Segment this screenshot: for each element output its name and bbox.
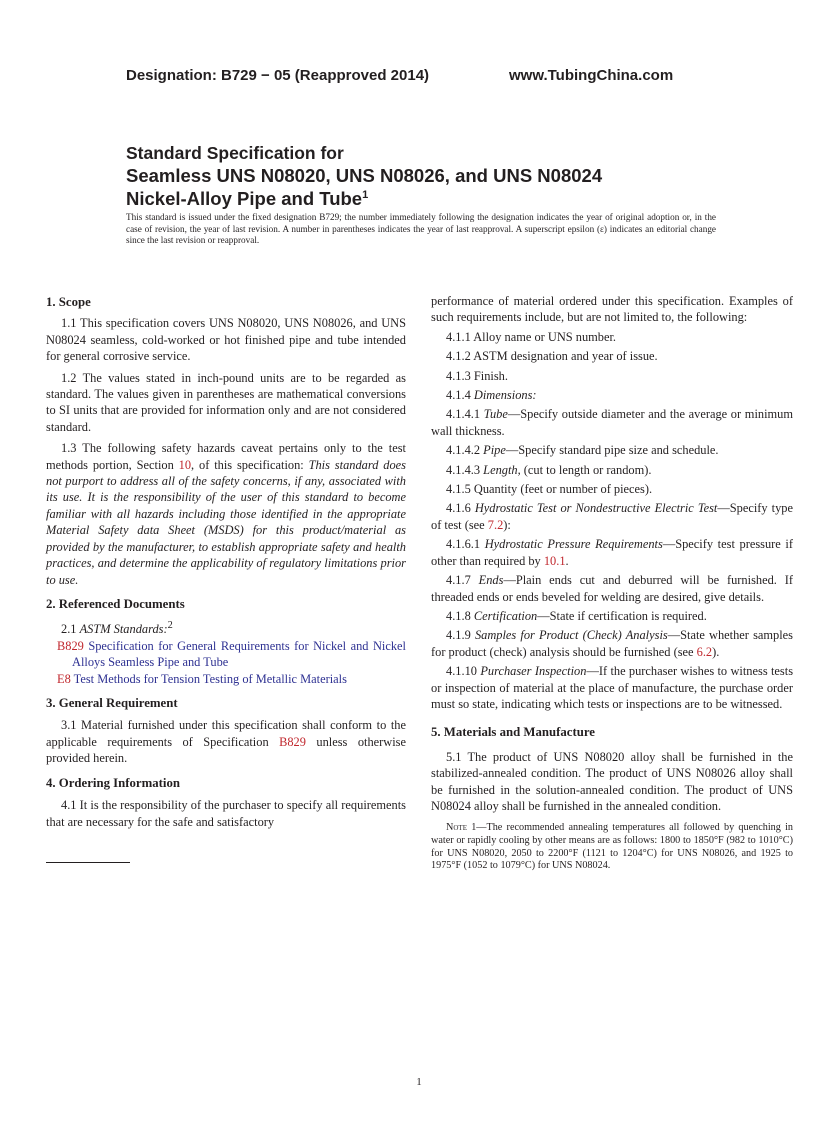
item-4-1-6	[431, 500, 793, 533]
title-line-2: Seamless UNS N08020, UNS N08026, and UNS N08024	[126, 165, 603, 186]
issuance-note: This standard is issued under the fixed designation B729; the number immediately following the designation indicates the year of original adoption or, in the case of revision, the year of last revision. A number in parentheses indicates the year of last reapproval. A superscript epsilon (ε) indicates an editorial change since the last revision or reapproval.	[126, 212, 716, 246]
item-4-1-9-number: 4.1.9	[446, 628, 475, 643]
title-line-1: Standard Specification for	[126, 143, 344, 163]
section-10-link[interactable]: 10	[178, 457, 192, 472]
section-10-1-link[interactable]: 10.1	[543, 553, 566, 568]
item-4-1-7-number: 4.1.7	[446, 573, 479, 588]
reference-b829[interactable]	[46, 638, 406, 671]
item-4-1-6-1-label: Hydrostatic Pressure Requirements	[484, 537, 663, 552]
item-4-1-3: 4.1.3 Finish.	[446, 368, 508, 383]
item-4-1-7-text: —Plain ends cut and deburred will be furnished. If threaded ends or ends beveled for welding are desired, give details.	[431, 573, 793, 604]
item-4-1-4	[431, 387, 793, 403]
section-6-2-link[interactable]: 6.2	[696, 644, 713, 659]
section-heading-general-requirement: 3. General Requirement	[46, 696, 178, 711]
b829-link[interactable]: B829	[279, 734, 306, 749]
item-4-1-6-number: 4.1.6	[446, 501, 475, 516]
item-4-1-7	[431, 572, 793, 605]
title-line-3	[126, 187, 766, 210]
item-4-1-4-1	[431, 406, 793, 439]
title-line-3-text: Nickel-Alloy Pipe and Tube	[126, 188, 363, 209]
item-4-1-8-label: Certification	[473, 608, 538, 623]
para-4-1-continued: performance of material ordered under this specification. Examples of such requirements include, but are not limited to, the following:	[431, 294, 793, 325]
para-3-1-text: 3.1 Material furnished under this specification shall conform to the applicable requirements of Specification	[46, 718, 406, 749]
item-4-1-8-number: 4.1.8	[446, 608, 474, 623]
item-4-1-4-2	[431, 442, 793, 458]
para-3-1	[46, 717, 406, 766]
para-5-1: 5.1 The product of UNS N08020 alloy shall be furnished in the stabilized-annealed condition. The product of UNS N08026 alloy shall be furnished in the solution-annealed condition. The product of UNS N08024 alloy shall be furnished in the annealed condition.	[431, 749, 793, 813]
item-4-1-6-label: Hydrostatic Test or Nondestructive Electric Test	[474, 501, 718, 516]
para-1-3	[46, 440, 406, 588]
item-4-1-10-label: Purchaser Inspection	[480, 664, 587, 679]
item-4-1-4-1-label: Tube	[483, 407, 508, 422]
footnote-mark-2[interactable]: 2	[167, 620, 173, 632]
item-4-1-10-text: —If the purchaser wishes to witness tests or inspection of material at the place of manufacture, the purchase order must so state, indicating which tests or inspections are to be witnessed.	[431, 664, 794, 711]
item-4-1-10-number: 4.1.10	[446, 664, 481, 679]
section-heading-referenced-documents: 2. Referenced Documents	[46, 596, 185, 611]
item-4-1-4-1-text: —Specify outside diameter and the average or minimum wall thickness.	[431, 407, 793, 438]
item-4-1-2: 4.1.2 ASTM designation and year of issue.	[446, 349, 658, 364]
item-4-1-6-1-end: .	[565, 553, 569, 568]
para-1-2: 1.2 The values stated in inch-pound units are to be regarded as standard. The values given in parentheses are mathematical conversions to SI units that are provided for information only and are not considered standard.	[46, 370, 406, 434]
item-4-1-6-end: ):	[503, 517, 511, 532]
section-7-2-link[interactable]: 7.2	[487, 517, 504, 532]
item-4-1-6-1-number: 4.1.6.1	[446, 537, 485, 552]
item-4-1-6-1-text: —Specify test pressure if other than required by	[431, 537, 793, 568]
item-4-1-4-2-label: Pipe	[483, 443, 506, 458]
item-4-1-4-3-label: Length,	[483, 462, 521, 477]
item-4-1-6-1	[431, 536, 793, 569]
para-3-1-text-b: unless otherwise provided herein.	[46, 734, 406, 766]
para-1-3-text: 1.3 The following safety hazards caveat pertains only to the test methods portion, Section	[46, 441, 406, 472]
item-4-1-4-3	[431, 462, 793, 478]
section-heading-ordering-information: 4. Ordering Information	[46, 775, 181, 790]
note-1-label: Note 1	[446, 822, 477, 834]
reference-e8-title[interactable]: Test Methods for Tension Testing of Metallic Materials	[70, 671, 347, 686]
section-heading-scope: 1. Scope	[46, 295, 91, 309]
item-4-1-9-label: Samples for Product (Check) Analysis	[474, 628, 668, 643]
item-4-1-4-1-number: 4.1.4.1	[446, 407, 484, 422]
section-heading-materials-and-manufacture: 5. Materials and Manufacture	[431, 725, 595, 740]
item-4-1-4-3-number: 4.1.4.3	[446, 462, 484, 477]
note-1	[431, 822, 793, 873]
item-4-1-8	[431, 608, 793, 624]
title-footnote-mark[interactable]: 1	[362, 189, 369, 201]
item-4-1-9	[431, 627, 793, 660]
item-4-1-4-3-text: (cut to length or random).	[520, 462, 652, 477]
safety-caveat: This standard does not purport to address all of the safety concerns, if any, associated with its use. It is the responsibility of the user of this standard to become familiar with all hazards including those identified in the appropriate Material Safety data Sheet (MSDS) for this product/material as provided by the manufacturer, to establish appropriate safety and health practices, and determine the applicability of regulatory limitations prior to use.	[46, 457, 406, 587]
item-4-1-6-text: —Specify type of test (see	[431, 501, 793, 532]
designation: Designation: B729 − 05 (Reapproved 2014)	[126, 67, 430, 84]
item-4-1-9-text: —State whether samples for product (check) analysis should be furnished (see	[431, 628, 793, 659]
item-4-1-4-2-text: —Specify standard pipe size and schedule.	[505, 443, 719, 458]
document-title	[126, 142, 766, 210]
left-column	[46, 292, 406, 830]
reference-b829-code[interactable]: B829	[57, 638, 84, 653]
reference-b829-title[interactable]: Specification for General Requirements for Nickel and Nickel Alloys Seamless Pipe and Tube	[72, 638, 406, 670]
item-4-1-4-2-number: 4.1.4.2	[446, 443, 484, 458]
para-2-1	[46, 618, 406, 638]
astm-standards-label: ASTM Standards:	[79, 622, 168, 637]
reference-e8-code[interactable]: E8	[57, 671, 71, 686]
item-4-1-10	[431, 663, 793, 712]
item-4-1-5: 4.1.5 Quantity (feet or number of pieces).	[446, 482, 653, 497]
item-4-1-4-label: Dimensions:	[473, 388, 537, 403]
item-4-1-8-text: —State if certification is required.	[537, 608, 707, 623]
para-1-1: 1.1 This specification covers UNS N08020, UNS N08026, and UNS N08024 seamless, cold-worked or hot finished pipe and tube intended for general corrosive service.	[46, 316, 406, 364]
item-4-1-1: 4.1.1 Alloy name or UNS number.	[446, 329, 617, 344]
item-4-1-7-label: Ends	[478, 573, 504, 588]
para-2-1-number: 2.1	[61, 622, 80, 637]
para-4-1: 4.1 It is the responsibility of the purchaser to specify all requirements that are necessary for the safe and satisfactory	[46, 798, 406, 829]
para-1-3-text-b: , of this specification:	[191, 457, 309, 472]
page-number: 1	[416, 1076, 422, 1088]
item-4-1-4-number: 4.1.4	[446, 388, 474, 403]
footnote-divider	[46, 862, 130, 863]
website-url[interactable]: www.TubingChina.com	[509, 67, 674, 84]
right-column	[431, 293, 793, 873]
note-1-text: —The recommended annealing temperatures all followed by quenching in water or rapidly cooling by other means are as follows: 1800 to 1850°F (982 to 1010°C) for UNS N08020, 2050 to 2200°F (1121 to 1204°C) for UNS N08026, and 1925 to 1975°F (1052 to 1079°C) for UNS N08024.	[431, 822, 793, 872]
reference-e8[interactable]	[46, 671, 406, 687]
item-4-1-9-end: ).	[712, 644, 720, 659]
